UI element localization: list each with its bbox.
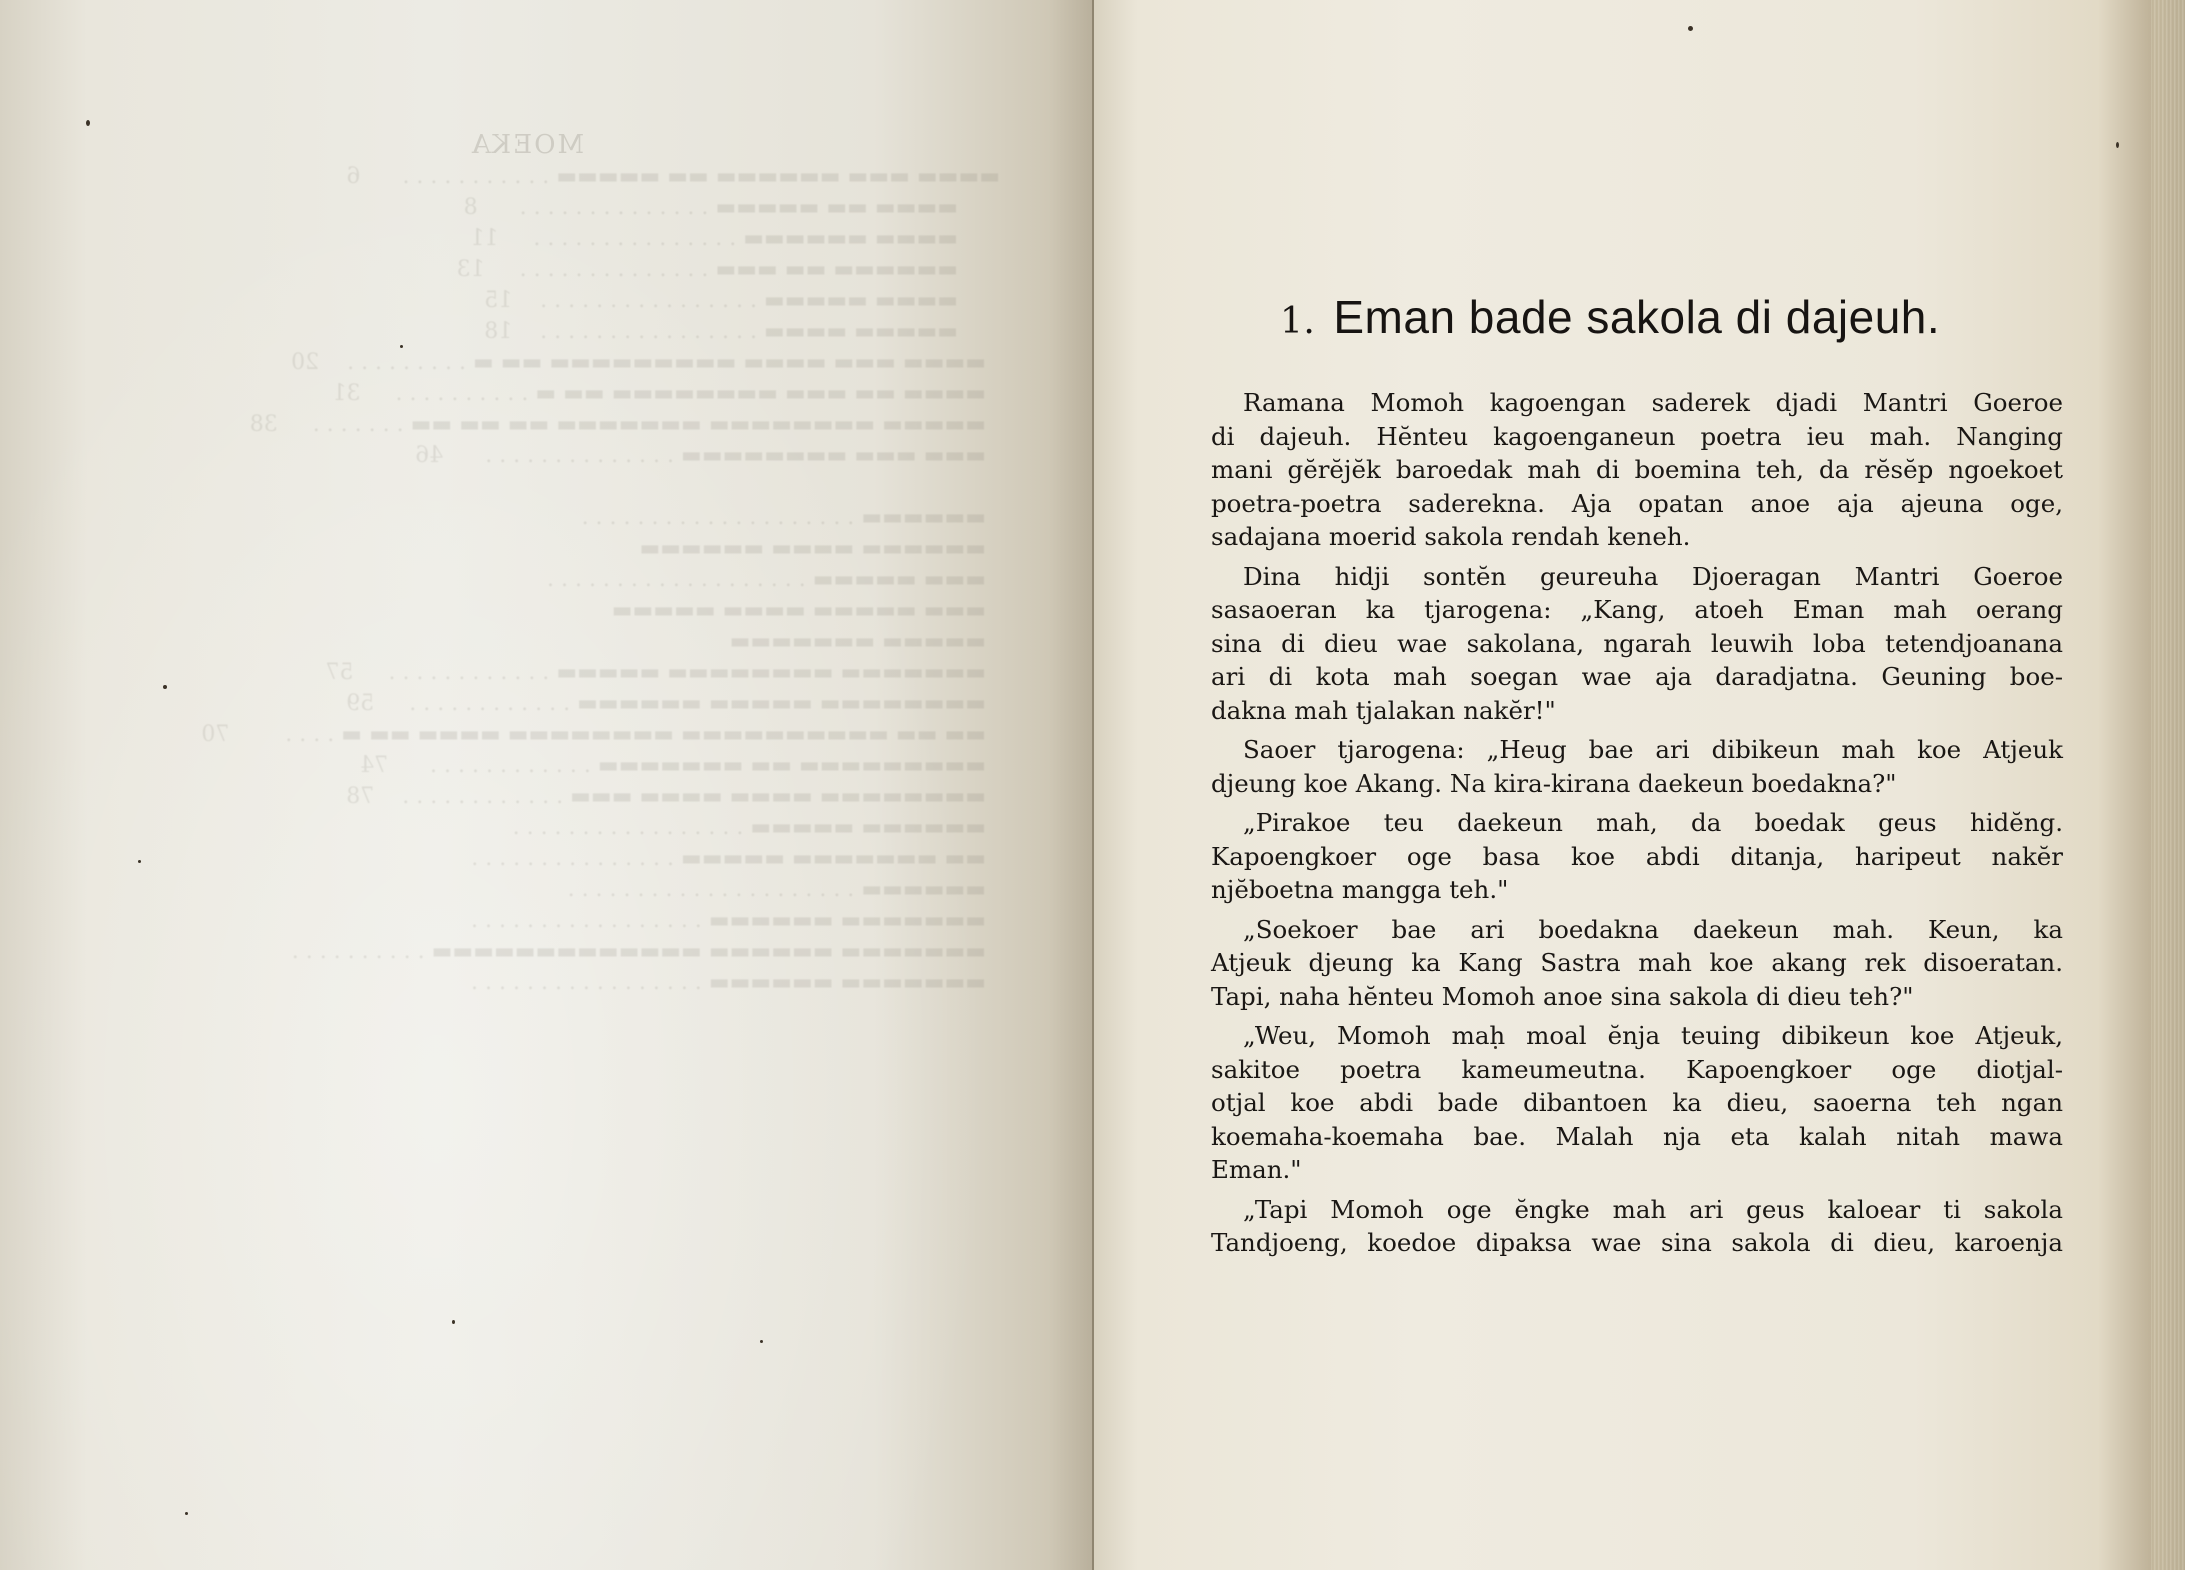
text-line: dakna mah tjalakan nakĕr!" bbox=[1211, 695, 1556, 725]
paragraph bbox=[1211, 560, 2063, 728]
paragraph bbox=[1211, 1193, 2063, 1260]
text-line: Eman." bbox=[1211, 1155, 1302, 1184]
paragraph bbox=[1211, 806, 2063, 907]
text-line: njĕboetna mangga teh." bbox=[1211, 875, 1509, 904]
text-line: „Soekoer bae ari boedakna daekeun mah. Keun, ka bbox=[1243, 914, 2063, 944]
text-line: „Tapi Momoh oge ĕngke mah ari geus kaloear ti sakola bbox=[1243, 1194, 2063, 1224]
text-line: mani gĕrĕjĕk baroedak mah di boemina teh, da rĕsĕp ngoekoet bbox=[1211, 455, 2063, 484]
text-line: „Weu, Momoh mah moal ĕnja teuing dibikeun koe Atjeuk, bbox=[1243, 1021, 2063, 1050]
text-line: di dajeuh. Hĕnteu kagoenganeun poetra ieu mah. Nanging bbox=[1211, 421, 2063, 451]
ink-speck bbox=[400, 345, 403, 348]
ink-speck bbox=[185, 1512, 188, 1515]
paragraph bbox=[1211, 733, 2063, 800]
paragraph bbox=[1211, 386, 2063, 554]
chapter-number: 1. bbox=[1280, 301, 1316, 342]
text-line: sina di dieu wae sakolana, ngarah leuwih loba tetendjoanana bbox=[1211, 628, 2063, 658]
ink-speck bbox=[760, 1340, 763, 1343]
ink-speck bbox=[1688, 26, 1693, 31]
text-line: Tandjoeng, koedoe dipaksa wae sina sakola di dieu, karoenja bbox=[1211, 1228, 2063, 1257]
text-line: Kapoengkoer oge basa koe abdi ditanja, haripeut nakĕr bbox=[1211, 841, 2063, 871]
ink-speck bbox=[163, 685, 167, 689]
ink-speck bbox=[452, 1320, 455, 1324]
text-line: sadajana moerid sakola rendah keneh. bbox=[1211, 522, 1691, 551]
chapter-title bbox=[1280, 290, 2040, 344]
text-line: poetra-poetra saderekna. Aja opatan anoe aja ajeuna oge, bbox=[1211, 488, 2063, 518]
text-line: koemaha-koemaha bae. Malah nja eta kalah nitah mawa bbox=[1211, 1121, 2063, 1151]
text-line: Tapi, naha hĕnteu Momoh anoe sina sakola di dieu teh?" bbox=[1211, 981, 1914, 1011]
bleed-through-text: ▬▬▬▬ ▬▬▬ ▬▬▬▬▬▬ ▬▬ ▬▬▬▬▬ . . . . . . . . . . . 6 ▬▬▬▬ ▬▬ ▬▬▬▬▬ . . . . . . . . . . . . . . 8 ▬▬▬▬ ▬▬▬▬▬▬ . . . . . . . . . . . . . . . 11 ▬▬▬▬▬▬ ▬▬ ▬▬▬ . . . . . . . . . . . . . . 13 ▬▬▬▬ ▬▬▬▬▬ . . . . . . . . . . . . . . . . 15 ▬▬▬▬▬ ▬▬▬▬ . . . . . . . . . . . . . . . . 18 ▬▬▬▬ ▬▬▬ ▬▬▬▬ ▬▬▬▬▬▬▬▬▬ ▬▬ ▬ . . . . . . . . . 20 ▬▬▬▬ ▬▬ ▬▬▬ ▬▬▬▬▬▬▬▬ ▬▬ ▬ . . . . . . . . . . 31 ▬▬▬▬▬ ▬▬▬▬▬▬▬▬ ▬▬▬▬▬▬▬ ▬▬ ▬▬ ▬▬ . . . . . . . 38 ▬▬▬ ▬▬▬ ▬▬▬▬▬▬▬▬ . . . . . . . . . . . . . . 46 ▬▬▬▬▬▬ . . . . . . . . . . . . . . . . . . . . ▬▬▬▬▬▬ ▬▬▬▬ ▬▬▬▬▬▬ ▬▬▬ ▬▬▬▬▬ . . . . . . . . . . . . . . . . . . . ▬▬▬ ▬▬▬▬▬ ▬▬▬▬ ▬▬▬▬▬ ▬▬▬▬▬ ▬▬▬▬▬▬▬ ▬▬▬▬▬▬▬ ▬▬▬▬▬▬▬▬ ▬▬▬▬▬ . . . . . . . . . . . . 57 ▬▬▬▬▬▬▬▬ ▬▬▬▬▬ ▬▬▬▬▬▬ . . . . . . . . . . . . 59 ▬▬ ▬▬ ▬▬▬▬▬▬▬▬▬▬ ▬▬▬▬▬▬▬▬ ▬▬▬▬ ▬▬ ▬ . . . . 70 ▬▬▬▬▬▬▬▬▬ ▬▬ ▬▬▬▬▬▬▬ . . . . . . . . . . . . 74 ▬▬▬▬▬▬▬▬ ▬▬▬▬ ▬▬▬▬ ▬▬▬ . . . . . . . . . . . . 78 ▬▬▬▬▬▬ ▬▬▬▬▬ . . . . . . . . . . . . . . . . . ▬▬ ▬▬▬▬▬▬▬ ▬▬▬▬▬ . . . . . . . . . . . . . . . ▬▬▬▬▬▬ . . . . . . . . . . . . . . . . . . . . . ▬▬▬▬▬▬▬ ▬▬▬▬▬▬ . . . . . . . . . . . . . . . . . ▬▬▬▬▬▬▬ ▬▬▬▬▬▬ ▬▬▬▬▬▬▬▬▬▬▬▬▬ . . . . . . . . . . ▬▬▬▬▬▬▬ ▬▬▬▬▬▬ . . . . . . . . . . . . . . . . . bbox=[201, 164, 1000, 995]
chapter-body bbox=[1211, 386, 2063, 1260]
text-line: „Pirakoe teu daekeun mah, da boedak geus hidĕng. bbox=[1243, 808, 2063, 837]
ink-speck bbox=[2116, 142, 2119, 148]
text-line: Atjeuk djeung ka Kang Sastra mah koe akang rek disoeratan. bbox=[1211, 948, 2063, 977]
paragraph bbox=[1211, 1019, 2063, 1187]
text-line: djeung koe Akang. Na kira-kirana daekeun boedakna?" bbox=[1211, 768, 1897, 798]
text-line: sakitoe poetra kameumeutna. Kapoengkoer oge diotjal- bbox=[1211, 1054, 2063, 1084]
chapter-title-text: Eman bade sakola di dajeuh. bbox=[1333, 291, 1941, 343]
ink-speck bbox=[86, 120, 90, 126]
text-line: Saoer tjarogena: „Heug bae ari dibikeun mah koe Atjeuk bbox=[1243, 735, 2063, 764]
text-line: ari di kota mah soegan wae aja daradjatna. Geuning boe- bbox=[1211, 662, 2063, 691]
bleed-through-heading: MOEKA bbox=[470, 130, 585, 160]
text-line: otjal koe abdi bade dibantoen ka dieu, saoerna teh ngan bbox=[1211, 1088, 2063, 1117]
paragraph bbox=[1211, 913, 2063, 1014]
ink-speck bbox=[138, 860, 141, 863]
text-line: Ramana Momoh kagoengan saderek djadi Mantri Goeroe bbox=[1243, 388, 2063, 417]
text-line: sasaoeran ka tjarogena: „Kang, atoeh Eman mah oerang bbox=[1211, 595, 2063, 624]
text-line: Dina hidji sontĕn geureuha Djoeragan Mantri Goeroe bbox=[1243, 561, 2063, 591]
